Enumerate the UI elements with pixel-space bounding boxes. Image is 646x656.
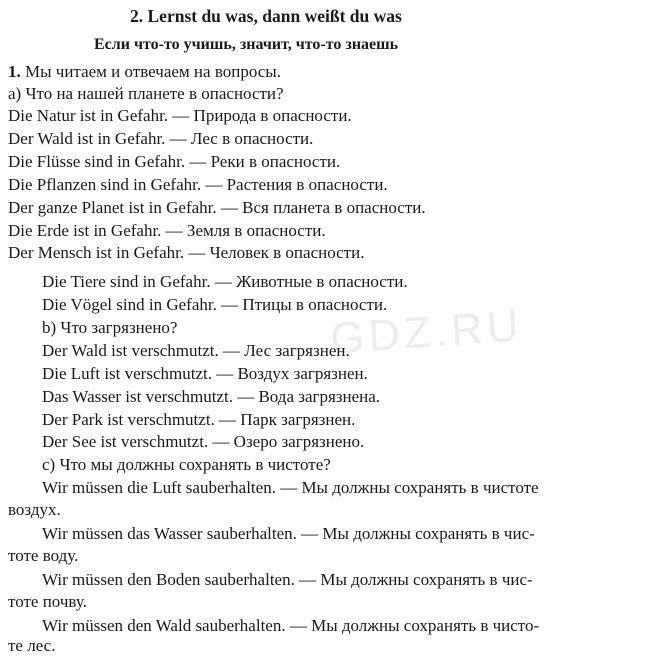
line-a-9: Die Vögel sind in Gefahr. — Птицы в опасности. — [42, 295, 388, 314]
line-a-6: Die Erde ist in Gefahr. — Земля в опасности. — [8, 221, 326, 240]
line-c-1-cont: воздух. — [8, 500, 61, 519]
line-c-3-cont: тоте почву. — [8, 592, 87, 611]
exercise-heading — [8, 62, 281, 82]
line-a-3: Die Flüsse sind in Gefahr. — Реки в опасности. — [8, 152, 341, 171]
line-a-1: Die Natur ist in Gefahr. — Природа в опасности. — [8, 106, 352, 125]
line-b-3: Das Wasser ist verschmutzt. — Вода загрязнена. — [42, 387, 381, 406]
question-c: с) Что мы должны сохранять в чистоте? — [42, 455, 331, 474]
exercise-number: 1. — [8, 62, 21, 81]
line-a-4: Die Pflanzen sind in Gefahr. — Растения в опасности. — [8, 175, 388, 194]
line-a-7: Der Mensch ist in Gefahr. — Человек в опасности. — [8, 243, 365, 262]
line-b-5: Der See ist verschmutzt. — Озеро загрязнено. — [42, 432, 365, 451]
exercise-instruction: Мы читаем и отвечаем на вопросы. — [20, 62, 281, 81]
line-c-2-cont: тоте воду. — [8, 546, 79, 565]
line-a-8: Die Tiere sind in Gefahr. — Животные в опасности. — [42, 272, 408, 291]
line-c-4-cont: те лес. — [8, 636, 56, 655]
page-subtitle: Если что-то учишь, значит, что-то знаешь — [94, 36, 399, 53]
line-c-2: Wir müssen das Wasser sauberhalten. — Мы должны сохранять в чис- — [42, 524, 535, 543]
line-b-2: Die Luft ist verschmutzt. — Воздух загрязнен. — [42, 364, 368, 383]
question-b: b) Что загрязнено? — [42, 318, 178, 337]
page-title: 2. Lernst du was, dann weißt du was — [130, 6, 402, 26]
line-b-4: Der Park ist verschmutzt. — Парк загрязнен. — [42, 410, 356, 429]
line-c-3: Wir müssen den Boden sauberhalten. — Мы должны сохранять в чис- — [42, 570, 533, 589]
line-a-5: Der ganze Planet ist in Gefahr. — Вся планета в опасности. — [8, 198, 426, 217]
line-a-2: Der Wald ist in Gefahr. — Лес в опасности. — [8, 129, 314, 148]
line-c-1: Wir müssen die Luft sauberhalten. — Мы должны сохранять в чистоте — [42, 478, 539, 497]
question-a: а) Что на нашей планете в опасности? — [8, 84, 284, 103]
line-c-4: Wir müssen den Wald sauberhalten. — Мы должны сохранять в чисто- — [42, 616, 540, 635]
line-b-1: Der Wald ist verschmutzt. — Лес загрязнен. — [42, 341, 350, 360]
watermark: GDZ.RU — [328, 301, 525, 364]
